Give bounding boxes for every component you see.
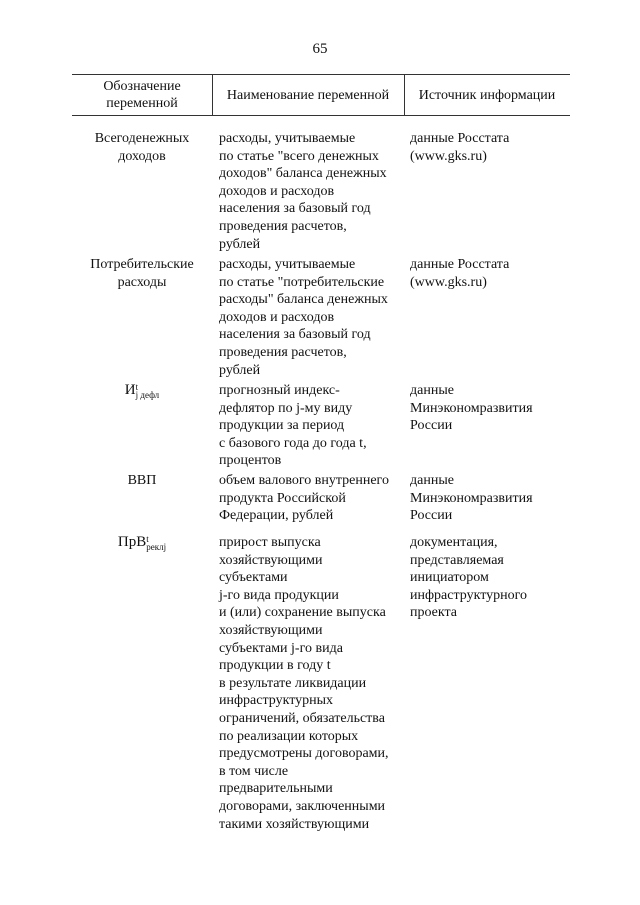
row-3-name: прогнозный индекс- дефлятор по j-му виду продукции за период с базового года до года t, процентов: [219, 383, 367, 469]
row-1-source: данные Росстата (www.gks.ru): [410, 131, 510, 164]
header-variable-name: Наименование переменной: [226, 87, 390, 103]
symbol-subscript: реклj: [146, 542, 167, 552]
row-5-symbol: [72, 534, 212, 551]
row-2-source: данные Росстата (www.gks.ru): [410, 257, 510, 290]
symbol-base: ПрВ: [117, 534, 147, 550]
header-information-source: Источник информации: [418, 87, 556, 103]
row-4-name: объем валового внутреннего продукта Российской Федерации, рублей: [219, 473, 389, 524]
row-5-name: прирост выпуска хозяйствующими субъектами j-го вида продукции и (или) сохранение выпуска хозяйствующими субъектами j-го вида продукции в году t в результате ликвидации инфраструктурных ограничений, обязательства по реализации которых предусмотрены договорами, в том числе предварительными договорами, заключенными такими хозяйствующими: [219, 535, 389, 832]
row-2-name: расходы, учитываемые по статье "потребительские расходы" баланса денежных доходов и расходов населения за базовый год проведения расчетов, рублей: [219, 257, 388, 378]
symbol-base: И: [124, 382, 136, 398]
symbol-subscript: j дефл: [135, 390, 160, 400]
row-2-symbol: Потребительские расходы: [90, 257, 194, 290]
table-header-rule: [72, 115, 570, 116]
row-1-name: расходы, учитываемые по статье "всего денежных доходов" баланса денежных доходов и расходов населения за базовый год проведения расчетов, рублей: [219, 131, 387, 252]
row-5-source: документация, представляемая инициатором инфраструктурного проекта: [410, 535, 528, 621]
row-4-symbol: ВВП: [127, 473, 157, 488]
row-3-symbol: [72, 382, 212, 399]
symbol-superscript: t: [146, 534, 149, 544]
row-4-source: данные Минэкономразвития России: [410, 473, 533, 524]
row-3-source: данные Минэкономразвития России: [410, 383, 533, 434]
page-number: 65: [312, 41, 328, 57]
symbol-superscript: t: [135, 382, 139, 392]
row-1-symbol: Всегоденежных доходов: [94, 131, 190, 164]
header-variable-symbol: Обозначение переменной: [103, 79, 181, 111]
